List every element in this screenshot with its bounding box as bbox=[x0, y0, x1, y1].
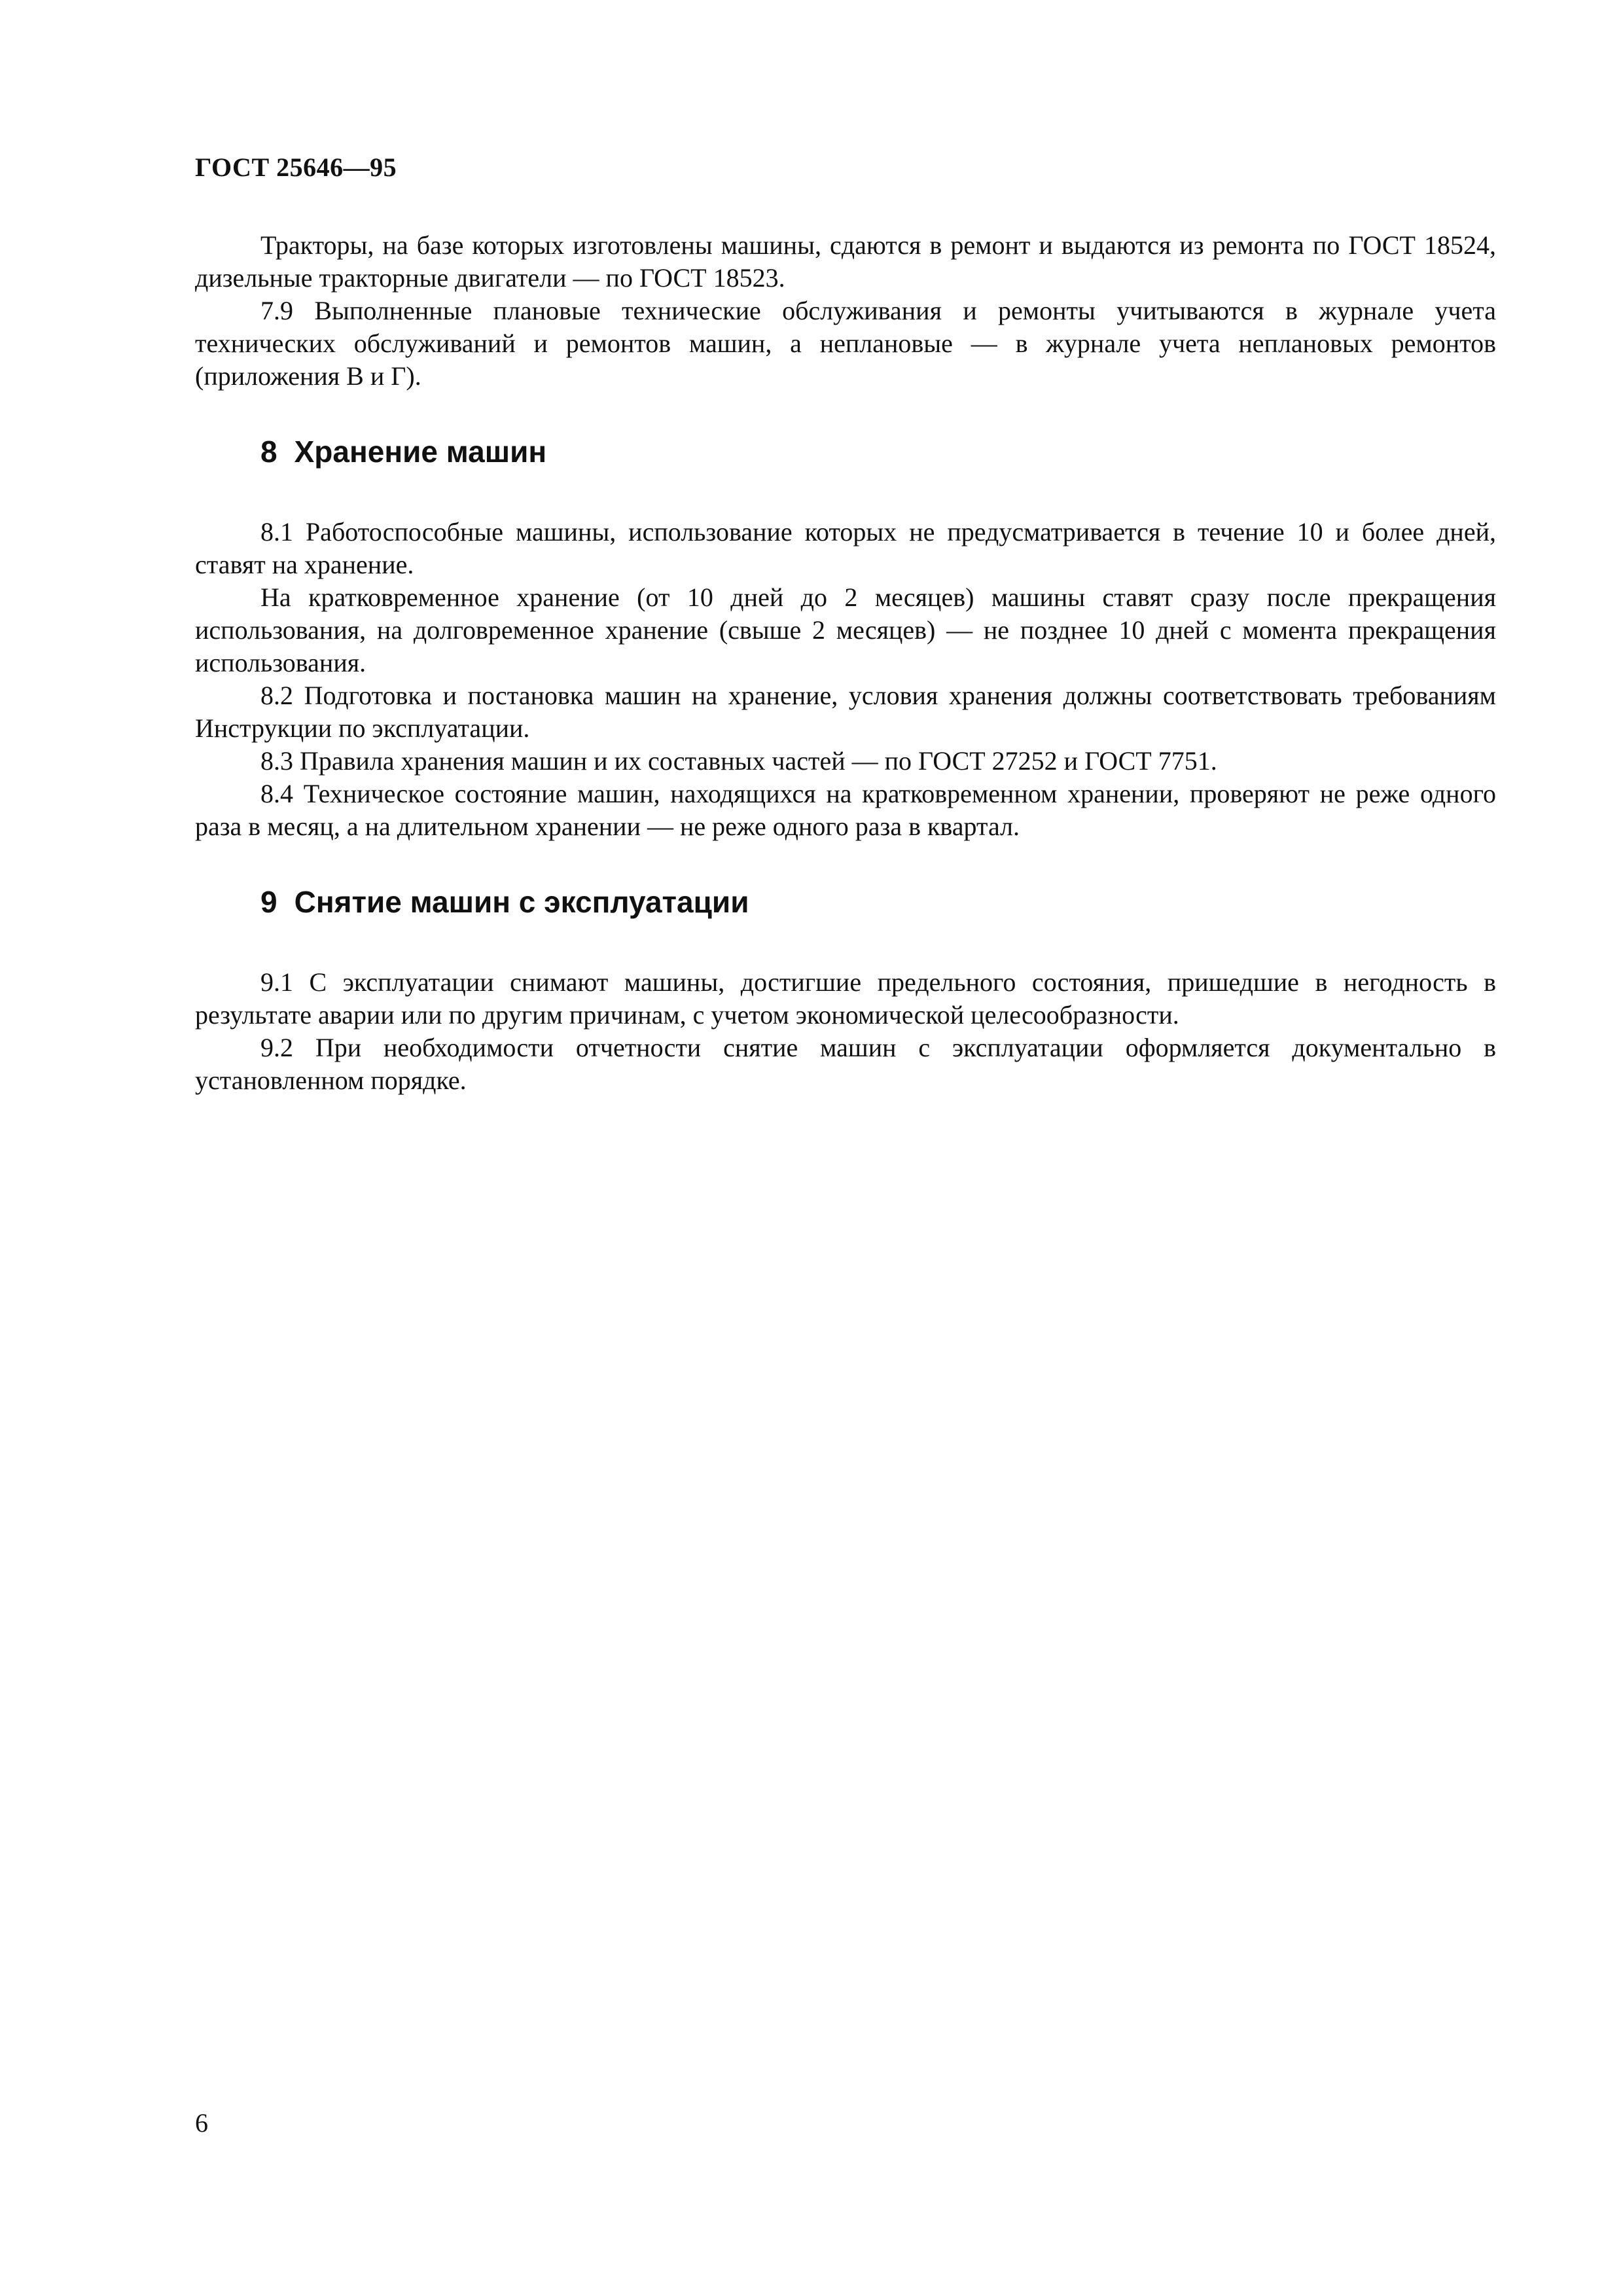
section-title-text: Хранение машин bbox=[294, 435, 547, 469]
paragraph-8-1: 8.1 Работоспособные машины, использование которых не предусматривается в течение 10 и более дней, ставят на хранение. bbox=[195, 517, 1496, 579]
paragraph-8-4: 8.4 Техническое состояние машин, находящихся на кратковременном хранении, проверяют не реже одного раза в месяц, а на длительном хранении — не реже одного раза в квартал. bbox=[195, 779, 1496, 841]
paragraph-9-2: 9.2 При необходимости отчетности снятие машин с эксплуатации оформляется документально в установленном порядке. bbox=[195, 1033, 1496, 1095]
section-heading-8 bbox=[195, 433, 1496, 470]
paragraph-7-9: 7.9 Выполненные плановые технические обслуживания и ремонты учитываются в журнале учета технических обслуживаний и ремонтов машин, а неплановые — в журнале учета неплановых ремонтов (приложения В и Г). bbox=[195, 296, 1496, 391]
page-number: 6 bbox=[195, 2108, 208, 2138]
paragraph-8-2: 8.2 Подготовка и постановка машин на хранение, условия хранения должны соответствовать требованиям Инструкции по эксплуатации. bbox=[195, 681, 1496, 743]
document-code-header: ГОСТ 25646—95 bbox=[195, 152, 397, 182]
paragraph-8-3: 8.3 Правила хранения машин и их составных частей — по ГОСТ 27252 и ГОСТ 7751. bbox=[260, 746, 1217, 776]
paragraph-storage-terms: На кратковременное хранение (от 10 дней до 2 месяцев) машины ставят сразу после прекращения использования, на долговременное хранение (свыше 2 месяцев) — не позднее 10 дней с момента прекращения использования. bbox=[195, 583, 1496, 677]
document-body bbox=[195, 229, 1496, 1097]
paragraph-9-1: 9.1 С эксплуатации снимают машины, достигшие предельного состояния, пришедшие в негодность в результате аварии или по другим причинам, с учетом экономической целесообразности. bbox=[195, 967, 1496, 1030]
section-number: 9 bbox=[260, 885, 277, 919]
paragraph-tractors-repair: Тракторы, на базе которых изготовлены машины, сдаются в ремонт и выдаются из ремонта по ГОСТ 18524, дизельные тракторные двигатели — по ГОСТ 18523. bbox=[195, 230, 1496, 293]
section-title-text: Снятие машин с эксплуатации bbox=[294, 885, 749, 919]
section-number: 8 bbox=[260, 435, 277, 469]
section-heading-9 bbox=[195, 884, 1496, 920]
